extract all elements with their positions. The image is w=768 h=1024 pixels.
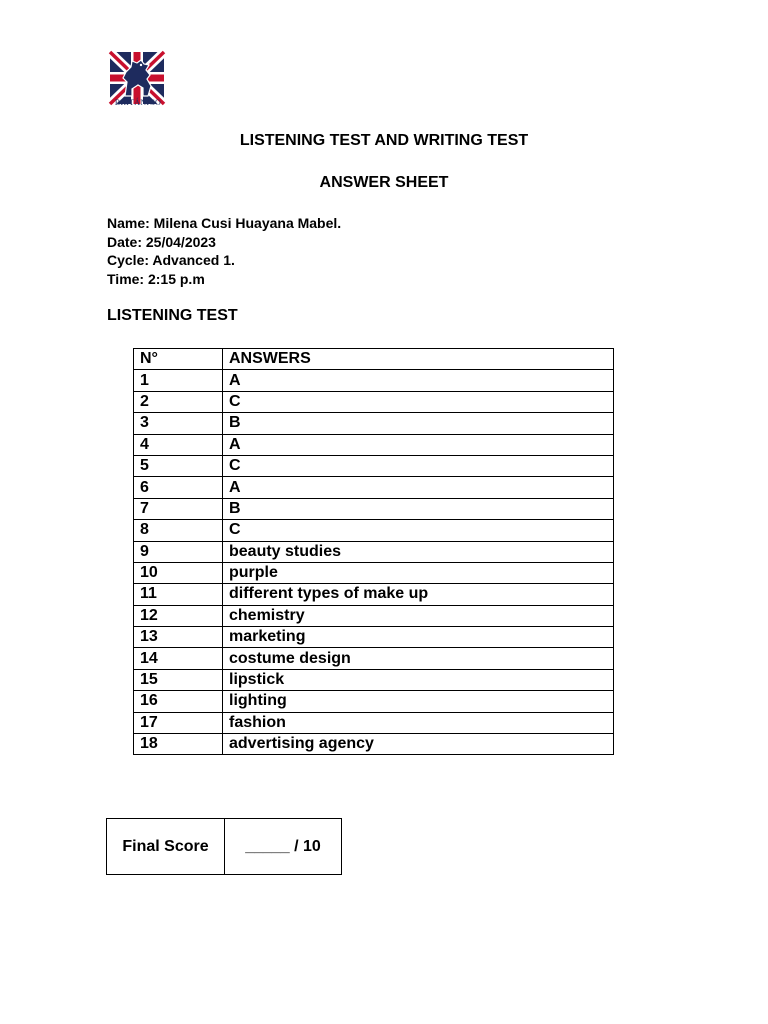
table-row xyxy=(134,477,614,498)
table-row xyxy=(134,370,614,391)
student-name: Name: Milena Cusi Huayana Mabel. xyxy=(107,215,342,231)
answers-table-body xyxy=(134,370,614,755)
final-score-table xyxy=(106,818,342,875)
section-heading: LISTENING TEST xyxy=(107,307,238,324)
table-row xyxy=(134,712,614,733)
question-number: 7 xyxy=(134,498,223,519)
table-row xyxy=(134,562,614,583)
answer-cell: B xyxy=(223,413,614,434)
table-row xyxy=(134,648,614,669)
page-title: LISTENING TEST AND WRITING TEST xyxy=(239,132,529,149)
table-row xyxy=(134,734,614,755)
answer-cell: A xyxy=(223,477,614,498)
question-number: 15 xyxy=(134,669,223,690)
table-row xyxy=(134,541,614,562)
question-number: 8 xyxy=(134,520,223,541)
table-header-row xyxy=(134,349,614,370)
test-time: Time: 2:15 p.m xyxy=(107,270,205,287)
answer-cell: lighting xyxy=(223,691,614,712)
table-row xyxy=(134,434,614,455)
answer-cell: marketing xyxy=(223,627,614,648)
question-number: 11 xyxy=(134,584,223,605)
test-date: Date: 25/04/2023 xyxy=(107,233,216,250)
student-info xyxy=(107,214,341,288)
question-number: 17 xyxy=(134,712,223,733)
question-number: 5 xyxy=(134,455,223,476)
answer-cell: purple xyxy=(223,562,614,583)
question-number: 16 xyxy=(134,691,223,712)
answer-cell: C xyxy=(223,455,614,476)
answer-cell: A xyxy=(223,434,614,455)
question-number: 2 xyxy=(134,391,223,412)
answer-cell: C xyxy=(223,520,614,541)
table-row xyxy=(134,498,614,519)
logo-caption: BRITÁNICO xyxy=(114,98,162,107)
header-answers: ANSWERS xyxy=(223,349,614,370)
question-number: 6 xyxy=(134,477,223,498)
table-row xyxy=(134,455,614,476)
question-number: 4 xyxy=(134,434,223,455)
question-number: 10 xyxy=(134,562,223,583)
table-row xyxy=(134,605,614,626)
header-number: N° xyxy=(134,349,223,370)
table-row xyxy=(134,413,614,434)
answer-cell: B xyxy=(223,498,614,519)
question-number: 14 xyxy=(134,648,223,669)
answer-cell: different types of make up xyxy=(223,584,614,605)
table-row xyxy=(134,669,614,690)
table-row xyxy=(134,584,614,605)
answer-cell: fashion xyxy=(223,712,614,733)
question-number: 9 xyxy=(134,541,223,562)
answer-cell: beauty studies xyxy=(223,541,614,562)
answer-cell: advertising agency xyxy=(223,734,614,755)
answer-cell: A xyxy=(223,370,614,391)
answer-cell: chemistry xyxy=(223,605,614,626)
question-number: 12 xyxy=(134,605,223,626)
page-subtitle: ANSWER SHEET xyxy=(319,174,449,191)
question-number: 1 xyxy=(134,370,223,391)
table-row xyxy=(134,520,614,541)
question-number: 13 xyxy=(134,627,223,648)
test-cycle: Cycle: Advanced 1. xyxy=(107,252,235,268)
answer-cell: lipstick xyxy=(223,669,614,690)
table-row xyxy=(134,627,614,648)
answer-cell: C xyxy=(223,391,614,412)
table-row xyxy=(134,691,614,712)
answer-cell: costume design xyxy=(223,648,614,669)
answers-table xyxy=(133,348,614,755)
final-score-value: _____ / 10 xyxy=(225,819,342,875)
final-score-row xyxy=(107,819,342,875)
table-row xyxy=(134,391,614,412)
question-number: 3 xyxy=(134,413,223,434)
question-number: 18 xyxy=(134,734,223,755)
final-score-label: Final Score xyxy=(107,819,225,875)
